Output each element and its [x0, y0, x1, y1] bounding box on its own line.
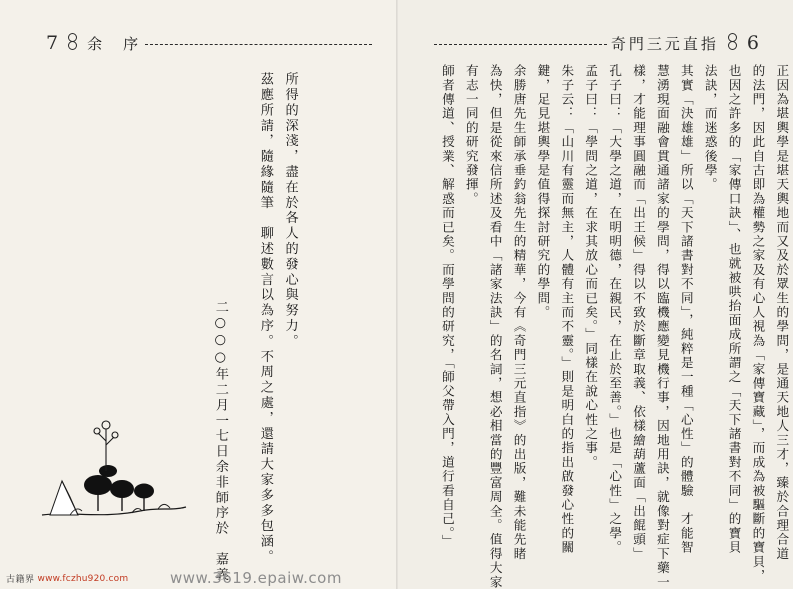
- text-column: 有志一同的研究發揮。: [463, 64, 479, 206]
- left-page-header: [46, 30, 376, 56]
- text-column: 其實「決雄雄」所以「天下諸書對不同」，純粹是一種「心性」的體驗 才能智: [678, 64, 694, 555]
- watermark-site-name: 古籍界: [6, 575, 35, 585]
- text-column: 慧湧現面融會貫通諸家的學問，得以臨機應變見機行事，因地用訣，就像對症下藥一: [654, 64, 670, 589]
- ink-drawing-svg: [40, 411, 190, 531]
- left-header-label: 余 序: [87, 34, 142, 53]
- right-folio-number: 6: [746, 32, 760, 54]
- text-column: 孔子曰：「大學之道，在明明德，在親民，在止於至善。」也是「心性」之學。: [607, 64, 623, 555]
- right-page-header: [430, 30, 760, 56]
- text-column: 所得的深淺，盡在於各人的發心與努力。: [282, 72, 298, 350]
- footer-watermark-left: [6, 572, 128, 585]
- left-folio-number: 7: [46, 32, 60, 54]
- text-column: 也因之許多的「家傳口訣」、也就被哄抬面成所謂之「天下諸書對不同」的寶貝: [726, 64, 742, 555]
- left-page-signature: [205, 300, 230, 583]
- footer-watermark-center: www.3619.epaiw.com: [170, 569, 342, 587]
- ink-landscape-illustration: [40, 411, 190, 531]
- text-column: 的法門，因此自古即為權勢之家及有心人視為「家傳寶藏」，而成為被驅斷的寶貝，: [750, 64, 766, 584]
- header-rule: [145, 44, 372, 45]
- text-column: 正因為堪輿學是堪天輿地而又及於眾生的學問，是通天地人三才，臻於合理合道: [774, 64, 790, 561]
- text-column: 余勝唐先生師承垂釣翁先生的精華，今有《奇門三元直指》的出版，難未能先睹: [511, 64, 527, 561]
- text-column: 為快，但是從來信所述及看中「諸家法訣」的名詞，想必相當的豐富周全。值得大家: [487, 64, 503, 589]
- text-column: 朱子云：「山川有靈而無主，人體有主而不靈。」則是明白的指出啟發心性的關: [559, 64, 575, 555]
- text-column: 樣，才能理事圓融而「出王候」得以不致於斷章取義、依樣繪葫蘆面「出餛頭」: [631, 64, 647, 561]
- text-column: 孟子曰：「學問之道，在求其放心而已矣。」同樣在說心性之事。: [583, 64, 599, 470]
- text-column: 師者傳道、授業、解惑而已矣。而學問的研究，「師父帶入門，道行看自己。」: [439, 64, 455, 549]
- right-header-title: 奇門三元直指: [610, 34, 719, 53]
- text-column: 鍵，足見堪輿學是值得探討研究的學問。: [535, 64, 551, 320]
- header-rule: [434, 44, 607, 45]
- text-column: 法訣，而迷惑後學。: [702, 64, 718, 192]
- left-page-body-text: [250, 72, 300, 565]
- knot-ornament-icon: [66, 33, 80, 53]
- text-column: 茲應所請，隨緣隨筆 聊述數言以為序。不周之處，還請大家多多包涵。: [257, 72, 273, 565]
- right-page-body-text: [432, 64, 790, 589]
- knot-ornament-icon: [726, 33, 740, 53]
- signature-column: 二○○○年二月一七日余非師序於 嘉義: [212, 300, 228, 583]
- watermark-site-url: www.fczhu920.com: [37, 573, 129, 584]
- page-spine: [396, 0, 398, 589]
